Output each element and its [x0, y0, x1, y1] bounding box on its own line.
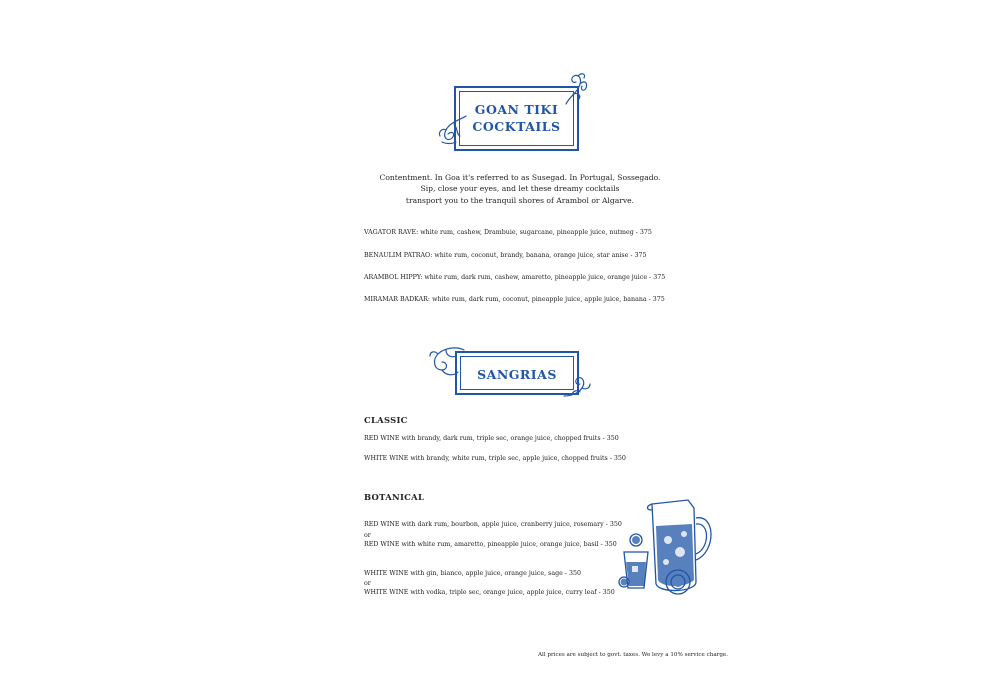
menu-item [364, 435, 619, 442]
tiki-title-line1: GOAN TIKI [474, 102, 559, 117]
item-desc: white rum, dark rum, cashew, amaretto, pineapple juice, orange juice - 375 [424, 274, 666, 281]
item-desc: with gin, bianco, apple juice, orange juice, sage - 350 [410, 570, 581, 577]
item-name: WHITE WINE [364, 589, 409, 596]
menu-item [364, 274, 665, 281]
item-desc: with brandy, dark rum, triple sec, orange juice, chopped fruits - 350 [401, 435, 619, 442]
item-name: RED WINE [364, 521, 400, 528]
botanical-heading: BOTANICAL [364, 492, 425, 502]
item-name: WHITE WINE [364, 455, 409, 462]
acanthus-ornament-icon [562, 372, 592, 400]
item-name: BENAULIM PATRAO: [364, 252, 433, 259]
item-name: WHITE WINE [364, 570, 409, 577]
menu-item [364, 229, 652, 236]
footer-note: All prices are subject to govt. taxes. We levy a 10% service charge. [538, 652, 729, 658]
intro-line: Contentment. In Goa it's referred to as Susegad. In Portugal, Sossegado. [379, 173, 661, 182]
item-name: RED WINE [364, 435, 400, 442]
menu-item [364, 589, 615, 596]
item-name: MIRAMAR BADKAR: [364, 296, 431, 303]
or-separator: or [364, 532, 371, 539]
item-name: ARAMBOL HIPPY: [364, 274, 423, 281]
menu-item [364, 252, 647, 259]
acanthus-ornament-icon [428, 344, 468, 380]
item-desc: with vodka, triple sec, orange juice, apple juice, curry leaf - 350 [410, 589, 615, 596]
item-desc: white rum, cashew, Drambuie, sugarcane, pineapple juice, nutmeg - 375 [420, 229, 652, 236]
sangrias-title-frame [455, 351, 579, 395]
tiki-title-line2: COCKTAILS [472, 119, 561, 134]
menu-item [364, 521, 622, 528]
menu-item [364, 541, 617, 548]
tiki-intro [360, 172, 680, 206]
item-desc: with brandy, white rum, triple sec, apple juice, chopped fruits - 350 [410, 455, 626, 462]
item-name: VAGATOR RAVE: [364, 229, 419, 236]
item-desc: white rum, coconut, brandy, banana, orange juice, star anise - 375 [434, 252, 647, 259]
sangrias-title: SANGRIAS [477, 367, 557, 382]
intro-line: transport you to the tranquil shores of Arambol or Algarve. [405, 195, 635, 205]
or-separator: or [364, 580, 371, 587]
menu-item [364, 570, 581, 577]
menu-item [364, 296, 665, 303]
classic-heading: CLASSIC [364, 415, 408, 425]
acanthus-ornament-icon [560, 70, 592, 106]
acanthus-ornament-icon [436, 112, 470, 146]
item-desc: with dark rum, bourbon, apple juice, cranberry juice, rosemary - 350 [401, 521, 622, 528]
menu-item [364, 455, 626, 462]
item-name: RED WINE [364, 541, 400, 548]
sangria-pitcher-illustration [616, 496, 720, 604]
item-desc: white rum, dark rum, coconut, pineapple juice, apple juice, banana - 375 [432, 296, 665, 303]
item-desc: with white rum, amaretto, pineapple juice, orange juice, basil - 350 [401, 541, 617, 548]
intro-line: Sip, close your eyes, and let these dreamy cocktails [420, 184, 620, 194]
